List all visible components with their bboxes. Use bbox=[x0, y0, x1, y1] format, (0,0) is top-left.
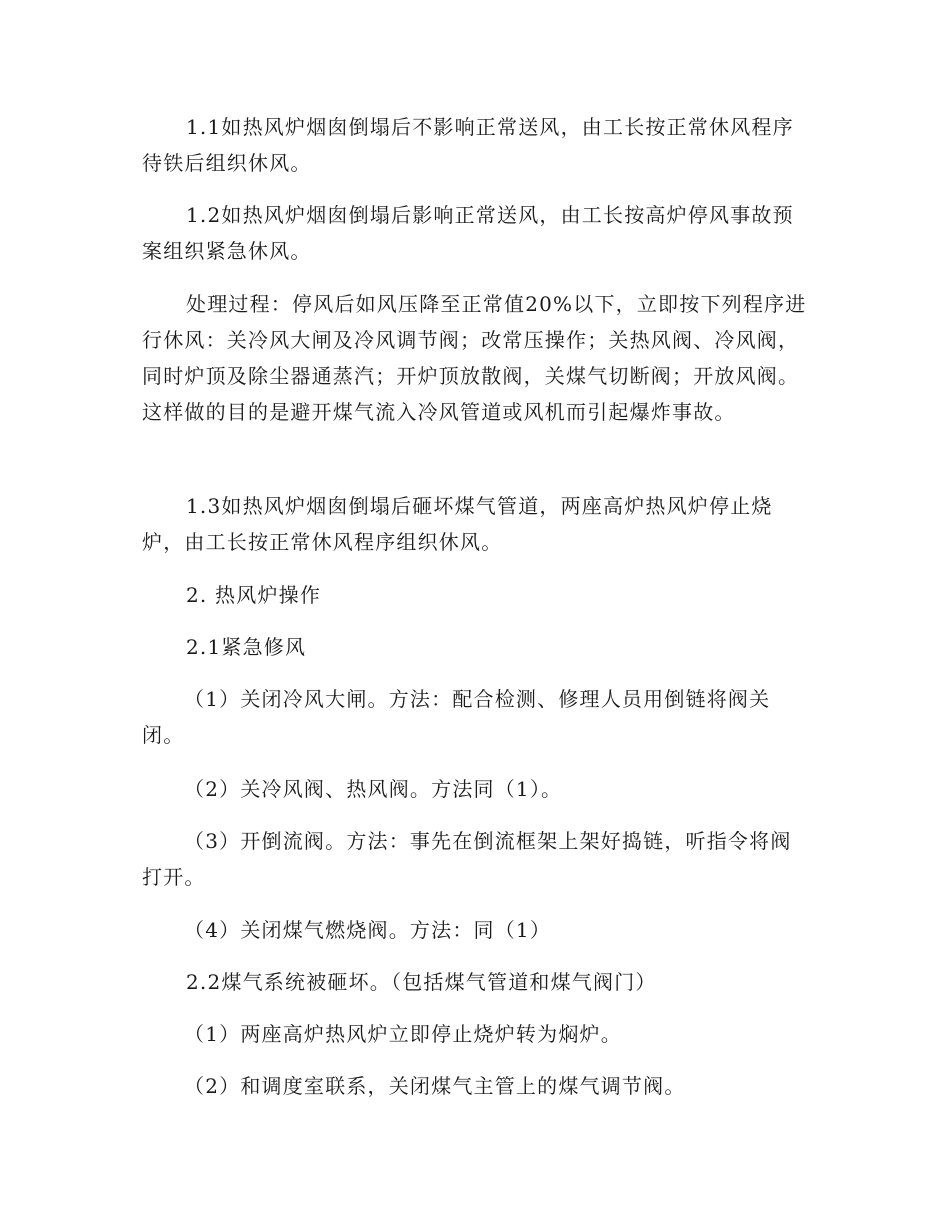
section-heading-2: 2. 热风炉操作 bbox=[186, 583, 322, 607]
subsection-heading-2-2: 2.2煤气系统被砸坏。（包括煤气管道和煤气阀门） bbox=[186, 970, 657, 994]
paragraph-1-1: 1.1如热风炉烟囱倒塌后不影响正常送风，由工长按正常休风程序待铁后组织休风。 bbox=[142, 115, 794, 175]
step-2-1-4: （4）关闭煤气燃烧阀。方法：同（1） bbox=[184, 918, 552, 942]
step-2-2-1: （1）两座高炉热风炉立即停止烧炉转为焖炉。 bbox=[184, 1022, 622, 1046]
step-2-1-2: （2）关冷风阀、热风阀。方法同（1）。 bbox=[184, 777, 563, 801]
paragraph-1-3: 1.3如热风炉烟囱倒塌后砸坏煤气管道，两座高炉热风炉停止烧炉，由工长按正常休风程序组织休风。 bbox=[142, 494, 773, 554]
subsection-heading-2-1: 2.1紧急修风 bbox=[186, 635, 307, 659]
paragraph-1-2: 1.2如热风炉烟囱倒塌后影响正常送风，由工长按高炉停风事故预案组织紧急休风。 bbox=[142, 203, 794, 263]
step-2-1-3: （3）开倒流阀。方法：事先在倒流框架上架好捣链，听指令将阀打开。 bbox=[142, 829, 792, 889]
paragraph-process: 处理过程：停风后如风压降至正常值20%以下，立即按下列程序进行休风：关冷风大闸及冷风调节阀；改常压操作；关热风阀、冷风阀，同时炉顶及除尘器通蒸汽；开炉顶放散阀，关煤气切断阀；开放风阀。这样做的目的是避开煤气流入冷风管道或风机而引起爆炸事故。 bbox=[142, 292, 807, 424]
step-2-2-2: （2）和调度室联系，关闭煤气主管上的煤气调节阀。 bbox=[184, 1074, 686, 1098]
step-2-1-1: （1）关闭冷风大闸。方法：配合检测、修理人员用倒链将阀关闭。 bbox=[142, 687, 771, 747]
